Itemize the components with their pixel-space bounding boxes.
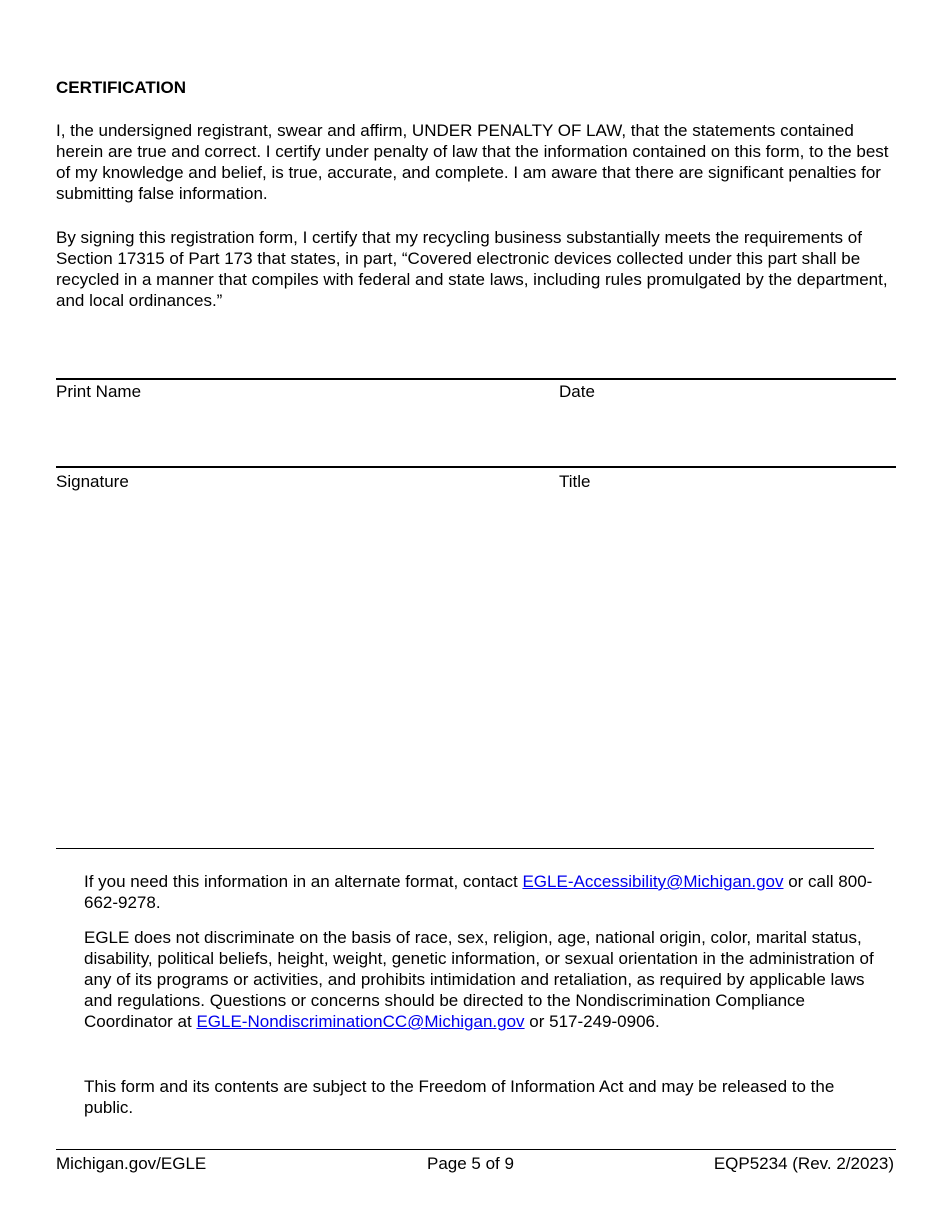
footer-divider — [56, 1149, 896, 1150]
nondiscrimination-text: EGLE does not discriminate on the basis of race, sex, religion, age, national origin, color, marital status, disability, political beliefs, height, weight, genetic information, or sexual orientation in the administration of any of its programs or activities, and prohibits intimidation and retaliation, as required by applicable laws and regulations. Questions or concerns should be directed to the Nondiscrimination Compliance Coordinator at — [84, 928, 874, 1031]
date-label: Date — [559, 382, 595, 401]
certification-paragraph-1: I, the undersigned registrant, swear and affirm, UNDER PENALTY OF LAW, that the statements contained herein are true and correct. I certify under penalty of law that the information contained on this form, to the best of my knowledge and belief, is true, accurate, and complete. I am aware that there are significant penalties for submitting false information. — [56, 121, 889, 203]
accessibility-prefix: If you need this information in an alternate format, contact — [84, 872, 523, 891]
footnote-divider — [56, 848, 874, 849]
nondiscrimination-note — [84, 927, 884, 1032]
accessibility-suffix: or call 800-662-9278. — [84, 872, 873, 912]
accessibility-email-link[interactable]: EGLE-Accessibility@Michigan.gov — [522, 872, 784, 891]
footer-page-number: Page 5 of 9 — [427, 1154, 514, 1173]
print-name-date-line — [56, 378, 896, 380]
footer-form-id: EQP5234 (Rev. 2/2023) — [713, 1154, 894, 1173]
foia-note: This form and its contents are subject to the Freedom of Information Act and may be released to the public. — [84, 1077, 835, 1117]
title-label: Title — [559, 472, 591, 491]
certification-heading: CERTIFICATION — [56, 78, 187, 97]
nondiscrimination-suffix: or 517-249-0906. — [524, 1012, 660, 1031]
signature-label: Signature — [56, 472, 129, 491]
signature-title-line — [56, 466, 896, 468]
certification-paragraph-2: By signing this registration form, I certify that my recycling business substantially meets the requirements of Section 17315 of Part 173 that states, in part, “Covered electronic devices collected under this part shall be recycled in a manner that compiles with federal and state laws, including rules promulgated by the department, and local ordinances.” — [56, 228, 888, 310]
nondiscrimination-email-link[interactable]: EGLE-NondiscriminationCC@Michigan.gov — [196, 1012, 525, 1031]
print-name-label: Print Name — [56, 382, 142, 401]
footer-website: Michigan.gov/EGLE — [56, 1154, 207, 1173]
accessibility-note — [84, 871, 884, 913]
